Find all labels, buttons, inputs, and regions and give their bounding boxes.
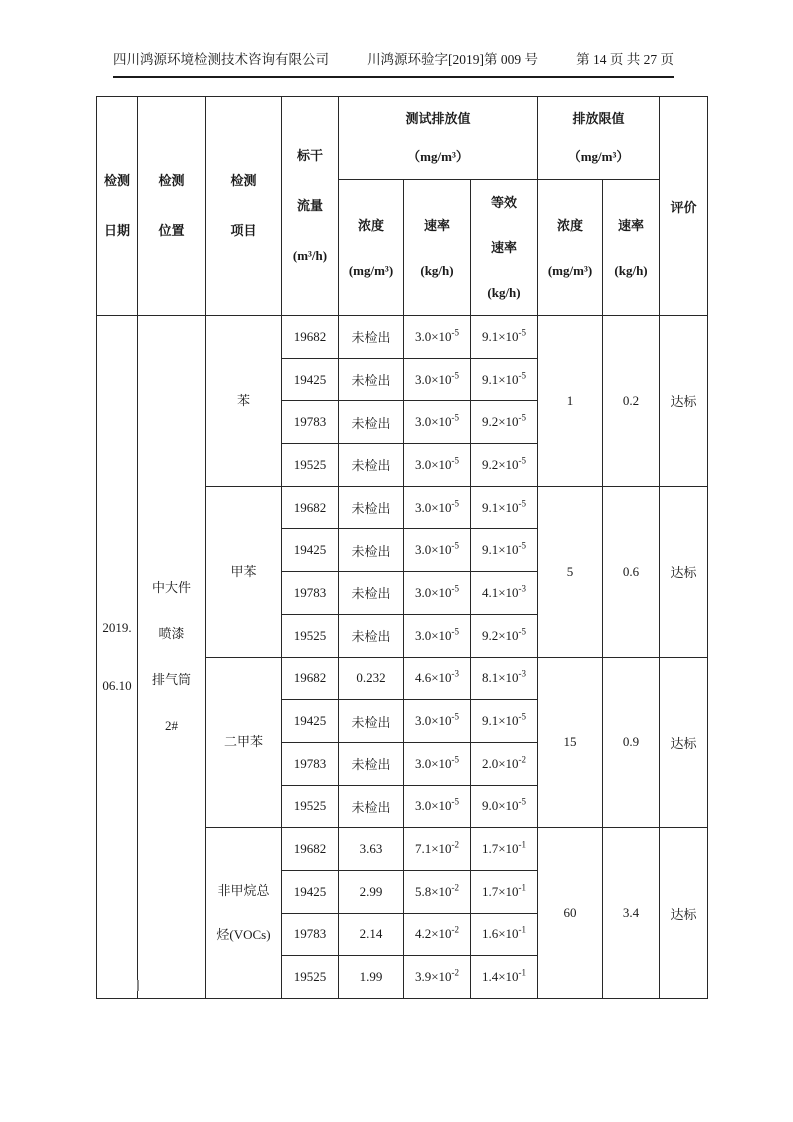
page-number-info: 第 14 页 共 27 页 [576, 52, 674, 67]
header-test-group: 测试排放值 （mg/m³） [339, 97, 538, 180]
flow-cell: 19682 [282, 316, 339, 359]
limit-rate-cell: 0.2 [603, 316, 660, 487]
limit-rate-cell: 0.6 [603, 486, 660, 657]
concentration-cell: 未检出 [339, 444, 404, 487]
equivalent-rate-cell: $1.7\times 10^{-1}$ [471, 828, 538, 871]
limit-concentration-cell: 1 [538, 316, 603, 487]
evaluation-cell: 达标 [660, 657, 708, 828]
concentration-cell: 未检出 [339, 358, 404, 401]
limit-rate-cell: 3.4 [603, 828, 660, 999]
equivalent-rate-cell: $1.4\times 10^{-1}$ [471, 956, 538, 999]
equivalent-rate-cell: $9.0\times 10^{-5}$ [471, 785, 538, 828]
table-header [97, 97, 708, 316]
equivalent-rate-cell: $9.2\times 10^{-5}$ [471, 444, 538, 487]
flow-cell: 19425 [282, 529, 339, 572]
equivalent-rate-cell: $9.1\times 10^{-5}$ [471, 316, 538, 359]
equivalent-rate-cell: $8.1\times 10^{-3}$ [471, 657, 538, 700]
concentration-cell: 0.232 [339, 657, 404, 700]
flow-cell: 19525 [282, 614, 339, 657]
flow-cell: 19525 [282, 956, 339, 999]
rate-cell: $4.6\times 10^{-3}$ [404, 657, 471, 700]
equivalent-rate-cell: $9.2\times 10^{-5}$ [471, 614, 538, 657]
header-evaluation: 评价 [660, 97, 708, 316]
emission-report-table [96, 96, 708, 999]
rate-cell: $3.0\times 10^{-5}$ [404, 572, 471, 615]
limit-concentration-cell: 60 [538, 828, 603, 999]
equivalent-rate-cell: $9.1\times 10^{-5}$ [471, 700, 538, 743]
scan-artifact-line [137, 980, 139, 991]
concentration-cell: 未检出 [339, 614, 404, 657]
concentration-cell: 未检出 [339, 529, 404, 572]
concentration-cell: 3.63 [339, 828, 404, 871]
concentration-cell: 未检出 [339, 742, 404, 785]
equivalent-rate-cell: $1.6\times 10^{-1}$ [471, 913, 538, 956]
location-cell: 中大件 喷漆 排气筒 2# [138, 316, 206, 999]
rate-cell: $5.8\times 10^{-2}$ [404, 870, 471, 913]
flow-cell: 19783 [282, 913, 339, 956]
rate-cell: $3.0\times 10^{-5}$ [404, 529, 471, 572]
concentration-cell: 未检出 [339, 785, 404, 828]
concentration-cell: 未检出 [339, 572, 404, 615]
header-rule [113, 76, 674, 78]
rate-cell: $3.0\times 10^{-5}$ [404, 444, 471, 487]
header-equivalent-rate: 等效 速率 (kg/h) [471, 180, 538, 316]
header-limit-rate: 速率 (kg/h) [603, 180, 660, 316]
concentration-cell: 2.99 [339, 870, 404, 913]
company-name: 四川鸿源环境检测技术咨询有限公司 [113, 52, 329, 67]
flow-cell: 19525 [282, 444, 339, 487]
equivalent-rate-cell: $9.1\times 10^{-5}$ [471, 486, 538, 529]
flow-cell: 19783 [282, 572, 339, 615]
flow-cell: 19682 [282, 486, 339, 529]
rate-cell: $3.0\times 10^{-5}$ [404, 700, 471, 743]
flow-cell: 19783 [282, 401, 339, 444]
flow-cell: 19425 [282, 870, 339, 913]
item-cell: 非甲烷总 烃(VOCs) [206, 828, 282, 999]
rate-cell: $3.0\times 10^{-5}$ [404, 316, 471, 359]
header-test-rate: 速率 (kg/h) [404, 180, 471, 316]
header-item: 检测 项目 [206, 97, 282, 316]
table-body [97, 316, 708, 999]
item-cell: 苯 [206, 316, 282, 487]
header-limit-concentration: 浓度 (mg/m³) [538, 180, 603, 316]
limit-concentration-cell: 5 [538, 486, 603, 657]
header-location: 检测 位置 [138, 97, 206, 316]
equivalent-rate-cell: $9.1\times 10^{-5}$ [471, 529, 538, 572]
rate-cell: $3.0\times 10^{-5}$ [404, 614, 471, 657]
date-cell: 2019. 06.10 [97, 316, 138, 999]
equivalent-rate-cell: $9.1\times 10^{-5}$ [471, 358, 538, 401]
flow-cell: 19682 [282, 828, 339, 871]
flow-cell: 19425 [282, 358, 339, 401]
rate-cell: $3.0\times 10^{-5}$ [404, 401, 471, 444]
rate-cell: $3.0\times 10^{-5}$ [404, 358, 471, 401]
evaluation-cell: 达标 [660, 316, 708, 487]
rate-cell: $3.9\times 10^{-2}$ [404, 956, 471, 999]
rate-cell: $3.0\times 10^{-5}$ [404, 486, 471, 529]
equivalent-rate-cell: $2.0\times 10^{-2}$ [471, 742, 538, 785]
limit-rate-cell: 0.9 [603, 657, 660, 828]
header-flow: 标干 流量 (m³/h) [282, 97, 339, 316]
limit-concentration-cell: 15 [538, 657, 603, 828]
concentration-cell: 未检出 [339, 700, 404, 743]
flow-cell: 19425 [282, 700, 339, 743]
equivalent-rate-cell: $4.1\times 10^{-3}$ [471, 572, 538, 615]
concentration-cell: 2.14 [339, 913, 404, 956]
item-cell: 二甲苯 [206, 657, 282, 828]
equivalent-rate-cell: $1.7\times 10^{-1}$ [471, 870, 538, 913]
rate-cell: $4.2\times 10^{-2}$ [404, 913, 471, 956]
flow-cell: 19525 [282, 785, 339, 828]
rate-cell: $3.0\times 10^{-5}$ [404, 742, 471, 785]
evaluation-cell: 达标 [660, 486, 708, 657]
rate-cell: $3.0\times 10^{-5}$ [404, 785, 471, 828]
item-cell: 甲苯 [206, 486, 282, 657]
page-header [113, 48, 674, 68]
table-row [97, 316, 708, 359]
flow-cell: 19682 [282, 657, 339, 700]
concentration-cell: 未检出 [339, 401, 404, 444]
equivalent-rate-cell: $9.2\times 10^{-5}$ [471, 401, 538, 444]
evaluation-cell: 达标 [660, 828, 708, 999]
rate-cell: $7.1\times 10^{-2}$ [404, 828, 471, 871]
header-date: 检测 日期 [97, 97, 138, 316]
concentration-cell: 未检出 [339, 316, 404, 359]
header-limit-group: 排放限值 （mg/m³） [538, 97, 660, 180]
concentration-cell: 未检出 [339, 486, 404, 529]
document-number: 川鸿源环验字[2019]第 009 号 [367, 52, 539, 67]
header-test-concentration: 浓度 (mg/m³) [339, 180, 404, 316]
concentration-cell: 1.99 [339, 956, 404, 999]
flow-cell: 19783 [282, 742, 339, 785]
header-row-1 [97, 97, 708, 180]
